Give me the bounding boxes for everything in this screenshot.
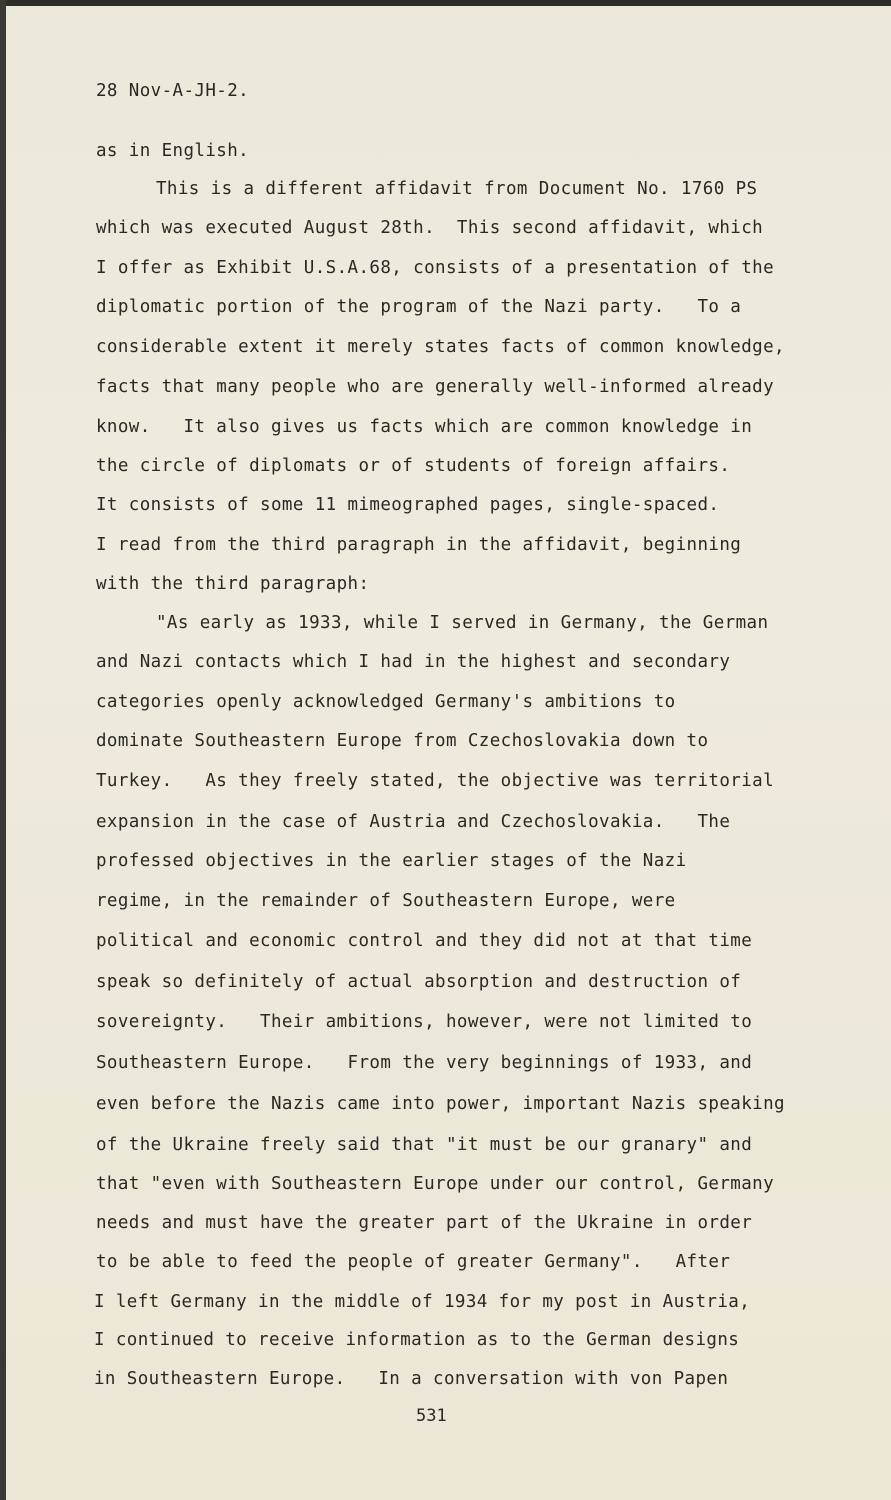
text-line: of the Ukraine freely said that "it must be our granary" and <box>96 1135 753 1155</box>
text-line: political and economic control and they did not at that time <box>96 931 753 951</box>
text-line: as in English. <box>96 141 250 161</box>
text-line: speak so definitely of actual absorption and destruction of <box>96 972 742 992</box>
text-line: I left Germany in the middle of 1934 for my post in Austria, <box>94 1292 751 1312</box>
text-line: regime, in the remainder of Southeastern Europe, were <box>96 891 676 911</box>
text-line: the circle of diplomats or of students of foreign affairs. <box>96 456 731 476</box>
text-line: dominate Southeastern Europe from Czechoslovakia down to <box>96 731 709 751</box>
text-line: that "even with Southeastern Europe under our control, Germany <box>96 1174 775 1194</box>
text-line: and Nazi contacts which I had in the highest and secondary <box>96 652 731 672</box>
page-number: 531 <box>416 1406 447 1426</box>
text-line: with the third paragraph: <box>96 574 370 594</box>
text-line: This is a different affidavit from Document No. 1760 PS <box>156 179 758 199</box>
text-line: "As early as 1933, while I served in Germany, the German <box>156 613 769 633</box>
text-line: Southeastern Europe. From the very beginnings of 1933, and <box>96 1053 753 1073</box>
text-line: even before the Nazis came into power, important Nazis speaking <box>96 1094 785 1114</box>
text-line: I offer as Exhibit U.S.A.68, consists of a presentation of the <box>96 258 775 278</box>
text-line: considerable extent it merely states facts of common knowledge, <box>96 337 785 357</box>
text-line: I read from the third paragraph in the affidavit, beginning <box>96 535 742 555</box>
text-line: expansion in the case of Austria and Czechoslovakia. The <box>96 812 731 832</box>
text-line: I continued to receive information as to the German designs <box>94 1330 740 1350</box>
text-line: to be able to feed the people of greater Germany". After <box>96 1252 731 1272</box>
text-line: Turkey. As they freely stated, the objective was territorial <box>96 771 775 791</box>
text-line: facts that many people who are generally well-informed already <box>96 377 775 397</box>
text-line: know. It also gives us facts which are common knowledge in <box>96 417 753 437</box>
text-line: which was executed August 28th. This second affidavit, which <box>96 218 764 238</box>
text-line: professed objectives in the earlier stages of the Nazi <box>96 851 687 871</box>
text-line: It consists of some 11 mimeographed pages, single-spaced. <box>96 495 720 515</box>
text-line: needs and must have the greater part of the Ukraine in order <box>96 1213 753 1233</box>
document-reference: 28 Nov-A-JH-2. <box>96 81 250 101</box>
page-top-edge <box>6 0 891 6</box>
text-line: sovereignty. Their ambitions, however, were not limited to <box>96 1012 753 1032</box>
text-line: diplomatic portion of the program of the Nazi party. To a <box>96 297 742 317</box>
text-line: categories openly acknowledged Germany's ambitions to <box>96 692 676 712</box>
text-line: in Southeastern Europe. In a conversation with von Papen <box>94 1369 729 1389</box>
